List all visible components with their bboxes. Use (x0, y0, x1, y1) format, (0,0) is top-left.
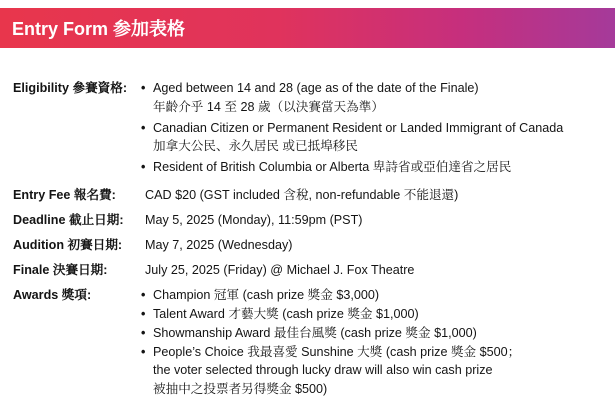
bullet-icon: • (141, 326, 146, 340)
bullet-icon: • (141, 121, 146, 135)
finale-value: July 25, 2025 (Friday) @ Michael J. Fox Theatre (145, 263, 415, 277)
bullet-icon: • (141, 307, 146, 321)
bullet-icon: • (141, 345, 146, 359)
eligibility-item: • Resident of British Columbia or Alberta 卑詩省或亞伯達省之居民 (141, 160, 512, 174)
entry-fee-value: CAD $20 (GST included 含稅, non-refundable 不能退還) (145, 188, 459, 202)
award-item: • Champion 冠軍 (cash prize 獎金 $3,000) (141, 288, 380, 302)
eligibility-item-translation: 加拿大公民、永久居民 或已抵埠移民 (153, 139, 358, 153)
bullet-icon: • (141, 160, 146, 174)
awards-label: Awards 獎項: (13, 288, 92, 302)
award-item-continuation: the voter selected through lucky draw will also win cash prize (153, 363, 493, 377)
bullet-icon: • (141, 81, 146, 95)
deadline-value: May 5, 2025 (Monday), 11:59pm (PST) (145, 213, 363, 227)
eligibility-item-translation: 年齡介乎 14 至 28 歲（以決賽當天為準） (153, 100, 384, 114)
page-title: Entry Form 参加表格 (12, 19, 186, 39)
eligibility-label: Eligibility 參賽資格: (13, 81, 128, 95)
award-item-continuation: 被抽中之投票者另得獎金 $500) (153, 382, 328, 396)
award-item: • People’s Choice 我最喜愛 Sunshine 大獎 (cash prize 獎金 $500； (141, 345, 521, 359)
audition-value: May 7, 2025 (Wednesday) (145, 238, 293, 252)
eligibility-item: • Aged between 14 and 28 (age as of the date of the Finale) (141, 81, 479, 95)
eligibility-item: • Canadian Citizen or Permanent Resident or Landed Immigrant of Canada (141, 121, 564, 135)
audition-label: Audition 初賽日期: (13, 238, 123, 252)
finale-label: Finale 決賽日期: (13, 263, 108, 277)
entry-fee-label: Entry Fee 報名費: (13, 188, 116, 202)
award-item: • Talent Award 才藝大獎 (cash prize 獎金 $1,000) (141, 307, 419, 321)
bullet-icon: • (141, 288, 146, 302)
deadline-label: Deadline 截止日期: (13, 213, 124, 227)
award-item: • Showmanship Award 最佳台風獎 (cash prize 獎金 $1,000) (141, 326, 477, 340)
